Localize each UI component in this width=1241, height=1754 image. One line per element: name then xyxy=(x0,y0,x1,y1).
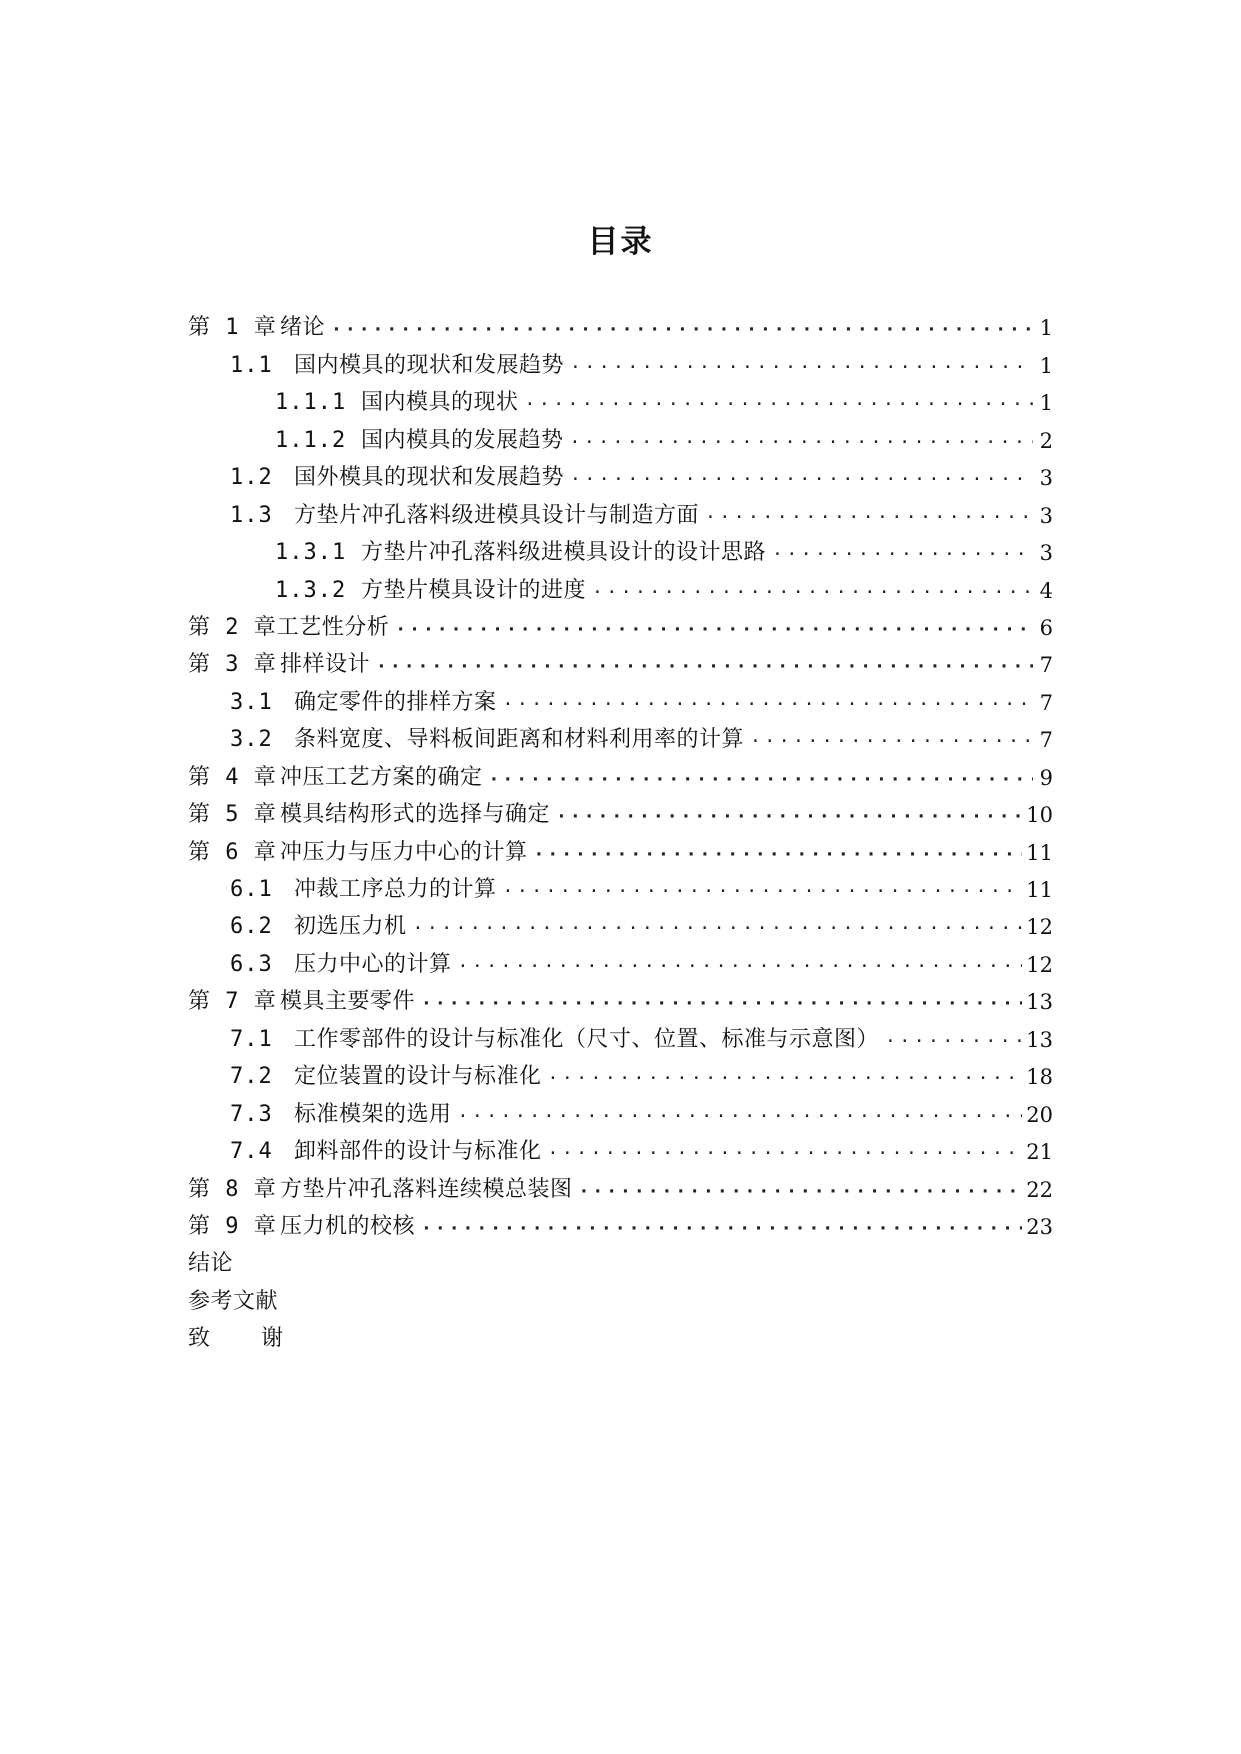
dot-leader xyxy=(503,688,1033,718)
entry-title: 工作零部件的设计与标准化（尺寸、位置、标准与示意图） xyxy=(294,1026,880,1052)
entry-title: 模具主要零件 xyxy=(280,989,416,1015)
toc-entry-references[interactable] xyxy=(188,1279,1053,1316)
dot-leader xyxy=(570,351,1033,381)
entry-page: 22 xyxy=(1026,1177,1053,1202)
toc-entry-chapter-8[interactable] xyxy=(188,1167,1053,1204)
entry-page: 3 xyxy=(1039,466,1053,491)
toc-entry-3-1[interactable] xyxy=(188,680,1053,717)
entry-number: 第 7 章 xyxy=(188,989,277,1015)
entry-page: 1 xyxy=(1039,316,1053,341)
entry-title: 模具结构形式的选择与确定 xyxy=(280,802,551,828)
entry-page: 13 xyxy=(1026,1027,1053,1052)
dot-leader xyxy=(885,1025,1022,1055)
dot-leader xyxy=(750,725,1033,755)
toc-entry-3-2[interactable] xyxy=(188,718,1053,755)
entry-title: 标准模架的选用 xyxy=(294,1101,452,1127)
entry-number: 第 6 章 xyxy=(188,839,277,865)
entry-number: 7.4 xyxy=(230,1139,273,1165)
dot-leader xyxy=(570,426,1033,456)
entry-page: 12 xyxy=(1026,915,1053,940)
entry-number: 7.3 xyxy=(230,1101,273,1127)
dot-leader xyxy=(331,313,1033,343)
entry-title: 方垫片冲孔落料级进模具设计与制造方面 xyxy=(294,502,700,528)
dot-leader xyxy=(413,912,1023,942)
entry-number: 1.3.2 xyxy=(275,577,347,603)
entry-number: 1.2 xyxy=(230,465,273,491)
dot-leader xyxy=(548,1062,1023,1092)
toc-entry-acknowledgement[interactable] xyxy=(188,1317,1053,1354)
toc-entry-1-2[interactable] xyxy=(188,456,1053,493)
toc-entry-chapter-9[interactable] xyxy=(188,1205,1053,1242)
entry-page: 12 xyxy=(1026,952,1053,977)
entry-page: 9 xyxy=(1039,765,1053,790)
entry-title: 压力机的校核 xyxy=(280,1213,416,1239)
toc-entry-chapter-4[interactable] xyxy=(188,755,1053,792)
dot-leader xyxy=(579,1175,1023,1205)
entry-title: 方垫片冲孔落料连续模总装图 xyxy=(280,1176,573,1202)
entry-number: 1.1 xyxy=(230,352,273,378)
toc-entry-chapter-2[interactable] xyxy=(188,606,1053,643)
entry-title: 压力中心的计算 xyxy=(294,951,452,977)
dot-leader xyxy=(548,1137,1023,1167)
dot-leader xyxy=(489,763,1033,793)
entry-number: 第 2 章 xyxy=(188,614,277,640)
entry-page: 18 xyxy=(1026,1065,1053,1090)
toc-entry-chapter-7[interactable] xyxy=(188,980,1053,1017)
dot-leader xyxy=(705,501,1033,531)
entry-title: 方垫片冲孔落料级进模具设计的设计思路 xyxy=(361,540,767,566)
entry-page: 21 xyxy=(1026,1140,1053,1165)
entry-title: 卸料部件的设计与标准化 xyxy=(294,1139,542,1165)
toc-entry-6-1[interactable] xyxy=(188,868,1053,905)
entry-number: 第 4 章 xyxy=(188,764,277,790)
entry-page: 2 xyxy=(1039,428,1053,453)
entry-number: 6.2 xyxy=(230,914,273,940)
entry-title: 工艺性分析 xyxy=(276,614,390,640)
toc-entry-6-3[interactable] xyxy=(188,942,1053,979)
entry-title: 国外模具的现状和发展趋势 xyxy=(294,465,565,491)
entry-title: 结论 xyxy=(188,1251,234,1277)
toc-entry-7-4[interactable] xyxy=(188,1130,1053,1167)
toc-entry-6-2[interactable] xyxy=(188,905,1053,942)
entry-title: 方垫片模具设计的进度 xyxy=(361,577,587,603)
entry-page: 13 xyxy=(1026,990,1053,1015)
entry-page: 3 xyxy=(1039,503,1053,528)
table-of-contents xyxy=(188,306,1053,1354)
page-title: 目录 xyxy=(587,224,654,260)
entry-page: 6 xyxy=(1039,615,1053,640)
entry-number: 1.3.1 xyxy=(275,540,347,566)
entry-number: 6.1 xyxy=(230,877,273,902)
entry-title: 参考文献 xyxy=(188,1288,279,1314)
toc-entry-1-1-2[interactable] xyxy=(188,418,1053,455)
entry-page: 4 xyxy=(1039,578,1053,603)
entry-title: 初选压力机 xyxy=(294,914,407,940)
entry-title: 冲压力与压力中心的计算 xyxy=(280,839,528,865)
dot-leader xyxy=(503,875,1023,905)
dot-leader xyxy=(376,650,1033,680)
entry-page: 11 xyxy=(1026,878,1053,902)
entry-number: 第 5 章 xyxy=(188,802,277,828)
entry-title: 排样设计 xyxy=(280,652,371,678)
dot-leader xyxy=(534,838,1023,868)
entry-page: 11 xyxy=(1026,840,1053,865)
entry-number: 3.1 xyxy=(230,689,273,715)
dot-leader xyxy=(525,388,1033,418)
dot-leader xyxy=(772,538,1033,568)
entry-page: 7 xyxy=(1039,653,1053,678)
entry-title: 冲压工艺方案的确定 xyxy=(280,764,483,790)
entry-number: 3.2 xyxy=(230,727,273,753)
entry-page: 23 xyxy=(1026,1214,1053,1239)
entry-title: 条料宽度、导料板间距离和材料利用率的计算 xyxy=(294,727,745,753)
entry-title: 国内模具的现状和发展趋势 xyxy=(294,352,565,378)
entry-page: 7 xyxy=(1039,690,1053,715)
entry-number: 6.3 xyxy=(230,951,273,977)
toc-entry-1-1-1[interactable] xyxy=(188,381,1053,418)
dot-leader xyxy=(458,950,1023,980)
entry-number: 1.3 xyxy=(230,502,273,528)
entry-number: 1.1.1 xyxy=(275,390,347,416)
toc-entry-chapter-1[interactable] xyxy=(188,306,1053,343)
dot-leader xyxy=(421,1212,1022,1242)
entry-title: 定位装置的设计与标准化 xyxy=(294,1064,542,1090)
entry-title: 冲裁工序总力的计算 xyxy=(294,877,497,902)
dot-leader xyxy=(592,576,1033,606)
toc-entry-7-3[interactable] xyxy=(188,1092,1053,1129)
entry-number: 第 8 章 xyxy=(188,1176,277,1202)
toc-entry-1-3-1[interactable] xyxy=(188,531,1053,568)
entry-number: 7.1 xyxy=(230,1026,273,1052)
entry-number: 7.2 xyxy=(230,1064,273,1090)
toc-entry-1-3[interactable] xyxy=(188,493,1053,530)
entry-number: 1.1.2 xyxy=(275,427,347,453)
toc-entry-conclusion[interactable] xyxy=(188,1242,1053,1279)
toc-entry-7-1[interactable] xyxy=(188,1017,1053,1054)
entry-page: 1 xyxy=(1039,353,1053,378)
entry-number: 第 1 章 xyxy=(188,315,277,341)
toc-entry-chapter-6[interactable] xyxy=(188,830,1053,867)
toc-entry-7-2[interactable] xyxy=(188,1055,1053,1092)
dot-leader xyxy=(556,800,1022,830)
entry-number: 第 3 章 xyxy=(188,652,277,678)
entry-title: 确定零件的排样方案 xyxy=(294,689,497,715)
toc-entry-chapter-3[interactable] xyxy=(188,643,1053,680)
entry-title: 致 谢 xyxy=(188,1326,305,1352)
entry-page: 20 xyxy=(1026,1102,1053,1127)
entry-number: 第 9 章 xyxy=(188,1213,277,1239)
entry-page: 7 xyxy=(1039,728,1053,753)
toc-entry-1-3-2[interactable] xyxy=(188,568,1053,605)
toc-entry-1-1[interactable] xyxy=(188,343,1053,380)
entry-title: 绪论 xyxy=(280,315,326,341)
toc-entry-chapter-5[interactable] xyxy=(188,793,1053,830)
entry-page: 3 xyxy=(1039,541,1053,566)
entry-page: 10 xyxy=(1026,803,1053,828)
dot-leader xyxy=(458,1100,1023,1130)
entry-title: 国内模具的发展趋势 xyxy=(361,427,564,453)
dot-leader xyxy=(395,613,1033,643)
dot-leader xyxy=(421,987,1022,1017)
entry-title: 国内模具的现状 xyxy=(361,390,519,416)
dot-leader xyxy=(570,463,1033,493)
entry-page: 1 xyxy=(1039,391,1053,416)
